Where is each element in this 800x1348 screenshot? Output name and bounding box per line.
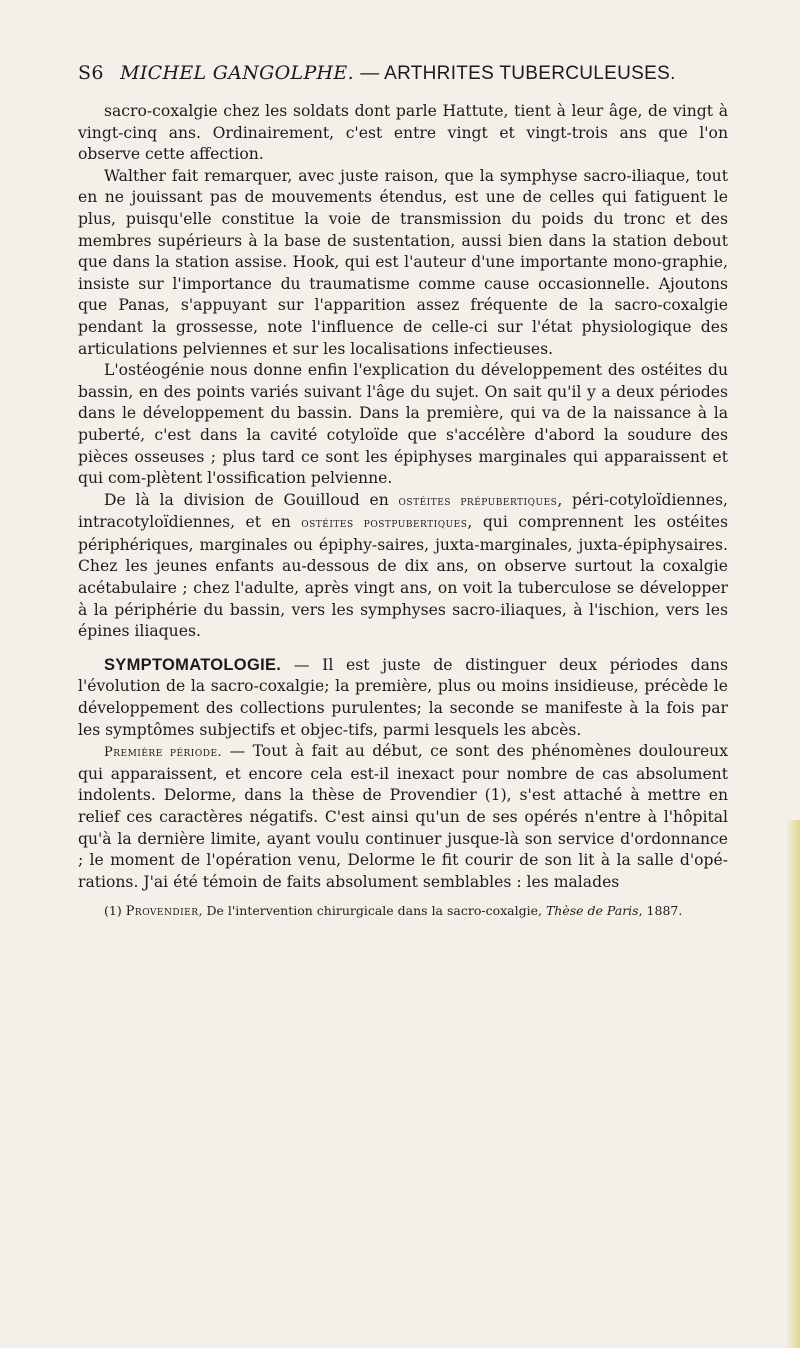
footnote <box>78 903 728 920</box>
page-edge-stain <box>786 820 800 1348</box>
book-page <box>78 62 728 920</box>
p4-text-a: De là la division de Gouilloud en <box>104 490 399 509</box>
running-header <box>78 62 728 85</box>
p4-smallcaps-2: ostéites postpubertiques <box>301 516 468 532</box>
section-heading: SYMPTOMATOLOGIE. <box>104 655 282 674</box>
paragraph-1: sacro-coxalgie chez les soldats dont parle Hattute, tient à leur âge, de vingt à vingt-cinq ans. Ordinairement, c'est entre vingt et vingt-trois ans que l'on observe cette affection. <box>78 102 728 164</box>
footnote-name: Provendier <box>125 904 199 920</box>
footnote-italic: Thèse de Paris <box>545 903 639 919</box>
section-gap <box>78 643 728 655</box>
premiere-paragraph <box>78 741 728 893</box>
p4-smallcaps-1: ostéites prépubertiques <box>398 493 558 509</box>
paragraph-2: Walther fait remarquer, avec juste raison, que la symphyse sacro-iliaque, tout en ne jouissant pas de mouvements étendus, est une de celles qui fatiguent le plus, puisqu'elle constitue la voie de transmission du poids du tronc et des membres supérieurs à la base de sustentation, aussi bien dans la station debout que dans la station assise. Hook, qui est l'auteur d'une importante mono-graphie, insiste sur l'importance du traumatisme comme cause occasionnelle. Ajoutons que Panas, s'appuyant sur l'apparition assez fréquente de la sacro-coxalgie pendant la grossesse, note l'influence de celle-ci sur l'état physiologique des articulations pelviennes et sur les localisations infectieuses. <box>78 166 728 358</box>
header-title: — ARTHRITES TUBERCULEUSES. <box>360 63 676 84</box>
page-number: S6 <box>78 62 104 84</box>
symptom-text: — Il est juste de distinguer deux périodes dans l'évolution de la sacro-coxalgie; la première, plus ou moins insidieuse, précède le développement des collections purulentes; la seconde se manifeste à la fois par les symptômes subjectifs et objec-tifs, parmi lesquels les abcès. <box>78 655 728 739</box>
symptom-paragraph <box>78 655 728 741</box>
footnote-end: , 1887. <box>638 903 683 919</box>
p4-text-b: , péri-cotyloïdiennes, intracotyloïdiennes, et en <box>78 490 728 532</box>
footnote-marker: (1) <box>104 903 126 919</box>
p4-text-c: , qui comprennent les ostéites périphériques, marginales ou épiphy-saires, juxta-marginales, juxta-épiphysaires. Chez les jeunes enfants au-dessous de dix ans, on observe surtout la coxalgie acétabulaire ; chez l'adulte, après vingt ans, on voit la tuberculose se développer à la périphérie du bassin, vers les symphyses sacro-iliaques, à l'ischion, vers les épines iliaques. <box>78 513 728 641</box>
premiere-label: Première période. <box>104 745 223 761</box>
footnote-text: , De l'intervention chirurgicale dans la sacro-coxalgie, <box>198 903 546 919</box>
paragraph-3: L'ostéogénie nous donne enfin l'explication du développement des ostéites du bassin, en des points variés suivant l'âge du sujet. On sait qu'il y a deux périodes dans le développement du bassin. Dans la première, qui va de la naissance à la puberté, c'est dans la cavité cotyloïde que s'accélère d'abord la soudure des pièces osseuses ; plus tard ce sont les épiphyses marginales qui apparaissent et qui com-plètent l'ossification pelvienne. <box>78 361 728 488</box>
paragraph-4 <box>78 490 728 643</box>
premiere-text: — Tout à fait au début, ce sont des phénomènes douloureux qui apparaissent, et encore cela est-il inexact pour nombre de cas absolument indolents. Delorme, dans la thèse de Provendier (1), s'est attaché à mettre en relief ces caractères négatifs. C'est ainsi qu'un de ses opérés n'entre à l'hôpital qu'à la dernière limite, ayant voulu continuer jusque-là son service d'ordonnance ; le moment de l'opération venu, Delorme le fit courir de son lit à la salle d'opé-rations. J'ai été témoin de faits absolument semblables : les malades <box>78 742 729 891</box>
header-author: MICHEL GANGOLPHE. <box>120 62 354 84</box>
